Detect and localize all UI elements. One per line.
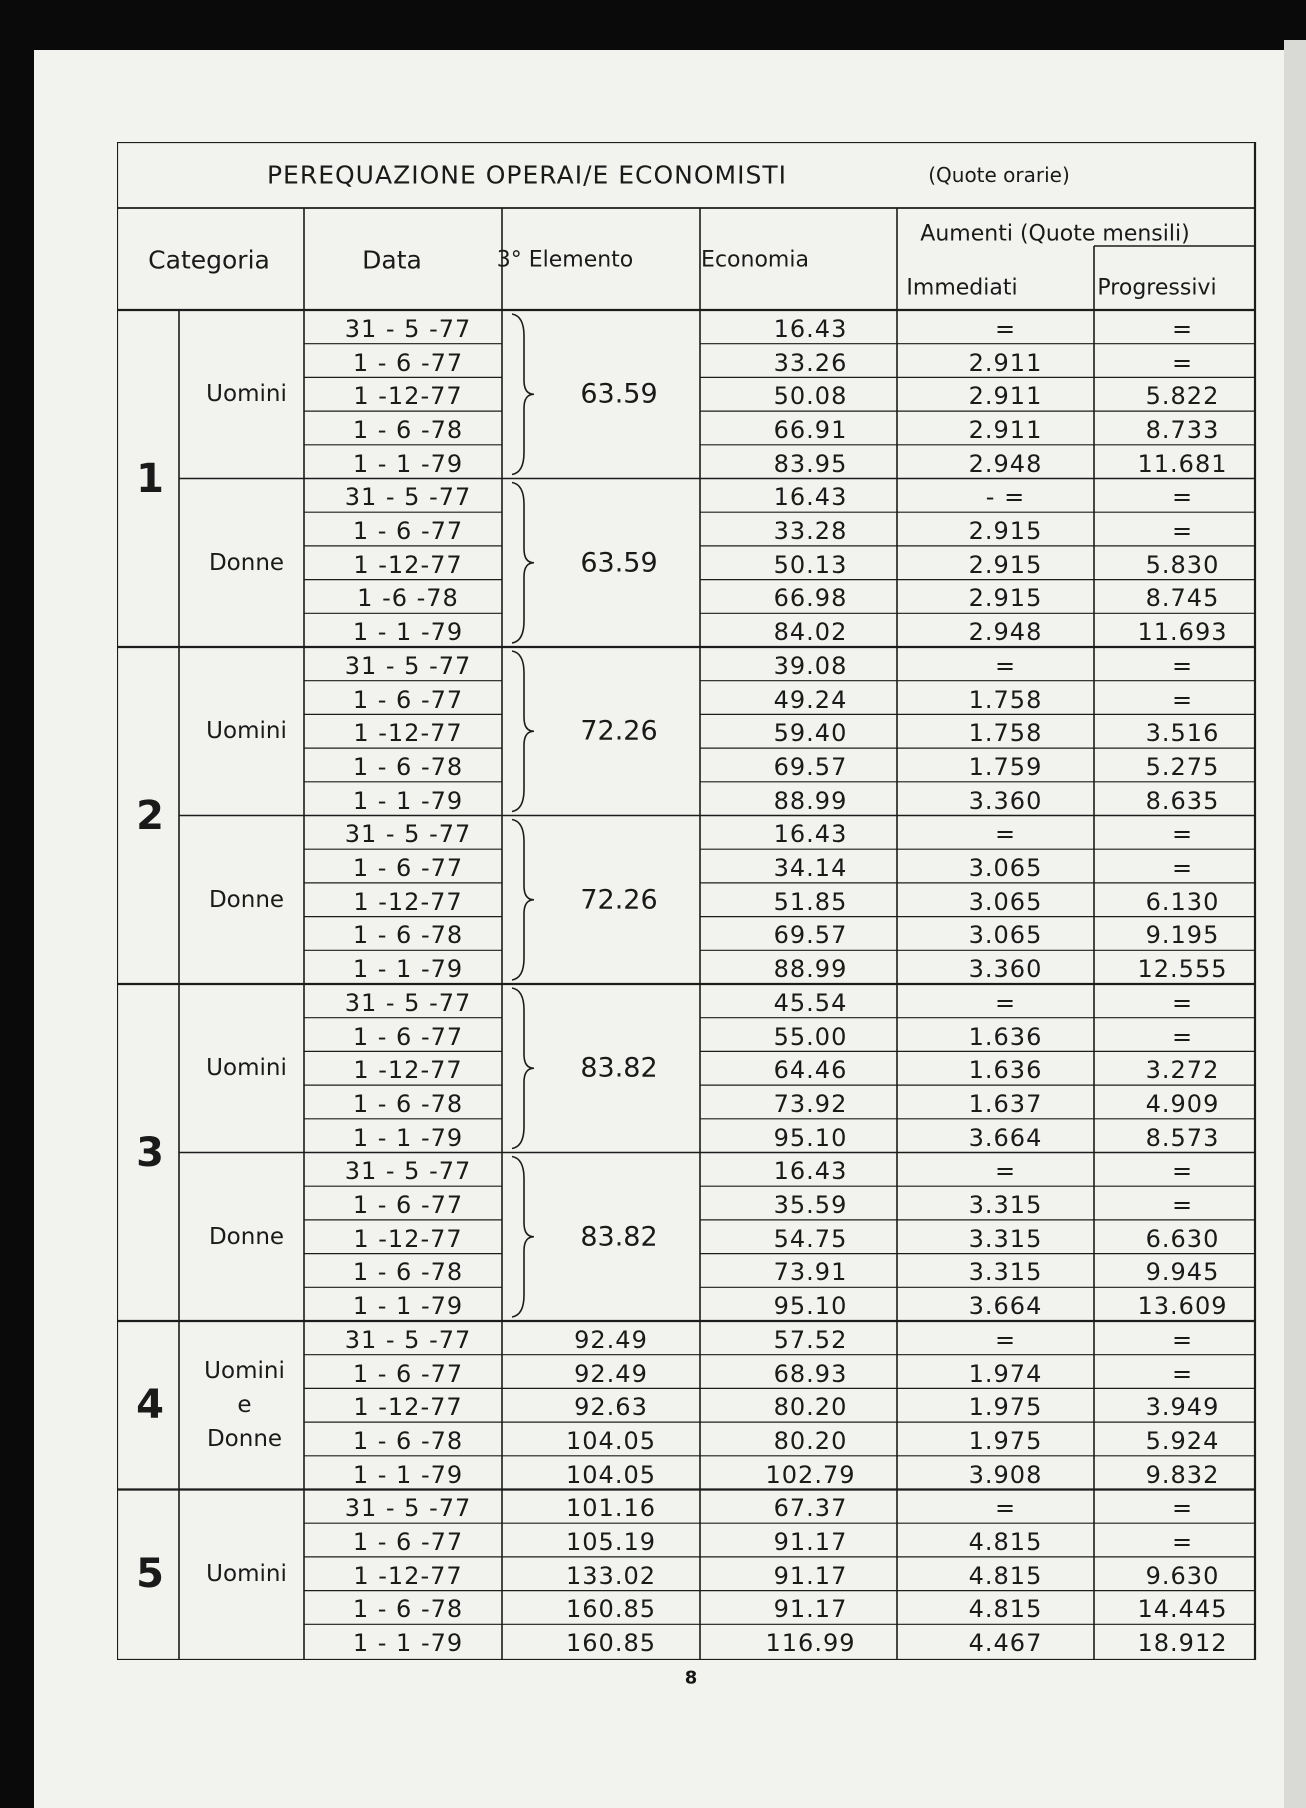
- group-sex-label: Donne: [206, 1426, 283, 1453]
- cell-data: 31 - 5 -77: [344, 988, 472, 1017]
- cell-economia: 55.00: [773, 1022, 848, 1051]
- cell-economia: 91.17: [773, 1528, 848, 1557]
- cell-progressivi: =: [1171, 1528, 1194, 1557]
- cell-economia: 67.37: [773, 1494, 848, 1523]
- table-subtitle: (Quote orarie): [928, 163, 1070, 187]
- cell-progressivi: =: [1171, 1191, 1194, 1220]
- group-elemento: 72.26: [580, 715, 658, 747]
- cell-data: 1 -12-77: [353, 1224, 463, 1253]
- cell-progressivi: 5.275: [1145, 752, 1220, 781]
- group-sex-label: e: [237, 1392, 252, 1419]
- header-economia: Economia: [701, 247, 809, 273]
- cell-data: 1 - 1 -79: [352, 1123, 464, 1152]
- cell-economia: 59.40: [773, 719, 848, 748]
- cell-progressivi: 5.822: [1145, 382, 1220, 411]
- cell-economia: 69.57: [773, 921, 848, 950]
- group-sex-label: Donne: [208, 549, 285, 576]
- cell-data: 31 - 5 -77: [344, 314, 472, 343]
- cell-data: 1 - 1 -79: [352, 449, 464, 478]
- cell-immediati: 3.908: [968, 1460, 1043, 1489]
- cell-data: 1 -12-77: [353, 550, 463, 579]
- cell-progressivi: =: [1171, 1022, 1194, 1051]
- cell-progressivi: 9.195: [1145, 921, 1220, 950]
- cell-progressivi: =: [1171, 517, 1194, 546]
- cell-immediati: 2.915: [968, 550, 1043, 579]
- cell-data: 1 - 6 -78: [352, 415, 464, 444]
- cell-data: 1 - 6 -78: [352, 1258, 464, 1287]
- cell-data: 1 -12-77: [353, 1561, 463, 1590]
- group-brace: [512, 483, 534, 644]
- cell-progressivi: =: [1171, 348, 1194, 377]
- cell-progressivi: 6.130: [1145, 887, 1220, 916]
- group-elemento: 83.82: [580, 1221, 658, 1253]
- cell-economia: 39.08: [773, 651, 848, 680]
- cell-progressivi: =: [1171, 483, 1194, 512]
- cell-immediati: 1.758: [968, 685, 1043, 714]
- cell-progressivi: 5.924: [1145, 1426, 1220, 1455]
- cell-immediati: =: [994, 651, 1017, 680]
- cell-immediati: 4.815: [968, 1595, 1043, 1624]
- cell-progressivi: =: [1171, 314, 1194, 343]
- cell-data: 31 - 5 -77: [344, 1325, 472, 1354]
- cell-data: 1 -6 -78: [357, 584, 459, 613]
- cell-data: 1 - 6 -78: [352, 752, 464, 781]
- header-progressivi: Progressivi: [1097, 275, 1217, 301]
- cell-progressivi: 3.516: [1145, 719, 1220, 748]
- cell-economia: 64.46: [773, 1056, 848, 1085]
- cell-data: 1 - 6 -77: [352, 685, 464, 714]
- cell-progressivi: 6.630: [1145, 1224, 1220, 1253]
- cell-data: 1 - 6 -78: [352, 1595, 464, 1624]
- cell-data: 1 - 6 -77: [352, 517, 464, 546]
- cell-immediati: =: [994, 1157, 1017, 1186]
- group-elemento: 63.59: [580, 547, 658, 579]
- cell-progressivi: 12.555: [1137, 955, 1228, 984]
- cell-progressivi: =: [1171, 988, 1194, 1017]
- cell-data: 31 - 5 -77: [344, 651, 472, 680]
- cell-progressivi: 8.635: [1145, 786, 1220, 815]
- group-elemento: 72.26: [580, 884, 658, 916]
- cell-immediati: 2.915: [968, 584, 1043, 613]
- cell-economia: 95.10: [773, 1123, 848, 1152]
- cell-progressivi: =: [1171, 651, 1194, 680]
- cell-economia: 16.43: [773, 314, 848, 343]
- cell-progressivi: 3.272: [1145, 1056, 1220, 1085]
- cell-progressivi: 8.745: [1145, 584, 1220, 613]
- cell-economia: 49.24: [773, 685, 848, 714]
- group-brace: [512, 1157, 534, 1318]
- group-sex-label: Donne: [208, 1223, 285, 1250]
- cell-economia: 80.20: [773, 1426, 848, 1455]
- cell-immediati: 3.360: [968, 955, 1043, 984]
- cell-immediati: 3.315: [968, 1191, 1043, 1220]
- cell-immediati: 3.315: [968, 1224, 1043, 1253]
- cell-immediati: 3.315: [968, 1258, 1043, 1287]
- cell-data: 1 - 1 -79: [352, 955, 464, 984]
- cell-economia: 116.99: [765, 1629, 856, 1658]
- cell-immediati: 1.975: [968, 1426, 1043, 1455]
- cell-economia: 50.13: [773, 550, 848, 579]
- category-number: 2: [136, 792, 164, 839]
- cell-economia: 51.85: [773, 887, 848, 916]
- cell-progressivi: 8.573: [1145, 1123, 1220, 1152]
- cell-immediati: 4.815: [968, 1528, 1043, 1557]
- header-data: Data: [362, 245, 422, 275]
- cell-data: 31 - 5 -77: [344, 483, 472, 512]
- category-number: 4: [136, 1382, 164, 1429]
- cell-immediati: 2.948: [968, 618, 1043, 647]
- cell-immediati: 3.360: [968, 786, 1043, 815]
- cell-progressivi: 9.832: [1145, 1460, 1220, 1489]
- cell-immediati: 3.664: [968, 1123, 1043, 1152]
- cell-progressivi: 11.693: [1137, 618, 1228, 647]
- cell-data: 31 - 5 -77: [344, 1494, 472, 1523]
- cell-immediati: 1.974: [968, 1359, 1043, 1388]
- cell-economia: 84.02: [773, 618, 848, 647]
- cell-immediati: 3.065: [968, 887, 1043, 916]
- cell-economia: 16.43: [773, 1157, 848, 1186]
- category-number: 5: [136, 1550, 164, 1597]
- cell-economia: 88.99: [773, 955, 848, 984]
- cell-data: 1 - 6 -78: [352, 1426, 464, 1455]
- cell-immediati: 3.065: [968, 921, 1043, 950]
- cell-data: 31 - 5 -77: [344, 820, 472, 849]
- cell-elemento: 160.85: [566, 1595, 656, 1624]
- table-grid: [117, 142, 1257, 1660]
- cell-elemento: 92.49: [574, 1325, 648, 1354]
- cell-economia: 69.57: [773, 752, 848, 781]
- cell-economia: 73.91: [773, 1258, 848, 1287]
- category-number: 3: [136, 1129, 164, 1176]
- cell-immediati: 2.915: [968, 517, 1043, 546]
- cell-immediati: - =: [985, 483, 1026, 512]
- cell-data: 1 - 1 -79: [352, 1629, 464, 1658]
- cell-data: 1 - 1 -79: [352, 1460, 464, 1489]
- cell-immediati: 3.065: [968, 854, 1043, 883]
- cell-economia: 16.43: [773, 820, 848, 849]
- cell-data: 1 - 1 -79: [352, 786, 464, 815]
- page-number: 8: [684, 1667, 698, 1689]
- cell-economia: 80.20: [773, 1393, 848, 1422]
- group-brace: [512, 651, 534, 812]
- cell-data: 1 - 6 -77: [352, 1359, 464, 1388]
- cell-immediati: 1.636: [968, 1022, 1043, 1051]
- cell-data: 1 - 6 -78: [352, 921, 464, 950]
- cell-progressivi: 14.445: [1137, 1595, 1228, 1624]
- cell-elemento: 92.63: [574, 1393, 648, 1422]
- cell-immediati: 3.664: [968, 1292, 1043, 1321]
- cell-immediati: 1.758: [968, 719, 1043, 748]
- cell-data: 1 - 1 -79: [352, 618, 464, 647]
- group-sex-label: Uomini: [206, 1560, 287, 1587]
- cell-data: 1 - 6 -77: [352, 1528, 464, 1557]
- category-number: 1: [136, 455, 164, 502]
- cell-immediati: =: [994, 1325, 1017, 1354]
- cell-elemento: 160.85: [566, 1629, 656, 1658]
- cell-data: 1 -12-77: [353, 887, 463, 916]
- cell-economia: 88.99: [773, 786, 848, 815]
- cell-progressivi: 8.733: [1145, 415, 1220, 444]
- group-elemento: 83.82: [580, 1052, 658, 1084]
- cell-immediati: 2.911: [968, 415, 1043, 444]
- cell-data: 1 - 6 -77: [352, 854, 464, 883]
- cell-economia: 102.79: [765, 1460, 856, 1489]
- cell-data: 1 -12-77: [353, 382, 463, 411]
- cell-immediati: 2.911: [968, 382, 1043, 411]
- cell-elemento: 92.49: [574, 1359, 648, 1388]
- cell-immediati: =: [994, 314, 1017, 343]
- cell-economia: 33.28: [773, 517, 848, 546]
- cell-economia: 66.91: [773, 415, 848, 444]
- cell-progressivi: 9.630: [1145, 1561, 1220, 1590]
- cell-economia: 68.93: [773, 1359, 848, 1388]
- cell-data: 1 - 6 -77: [352, 1191, 464, 1220]
- cell-immediati: 1.636: [968, 1056, 1043, 1085]
- cell-elemento: 104.05: [566, 1460, 656, 1489]
- group-sex-label: Uomini: [206, 1055, 287, 1082]
- cell-economia: 73.92: [773, 1089, 848, 1118]
- group-sex-label: Uomini: [204, 1358, 285, 1385]
- cell-economia: 33.26: [773, 348, 848, 377]
- cell-data: 1 -12-77: [353, 1056, 463, 1085]
- cell-data: 1 - 6 -77: [352, 348, 464, 377]
- cell-economia: 16.43: [773, 483, 848, 512]
- group-elemento: 63.59: [580, 378, 658, 410]
- cell-data: 1 - 1 -79: [352, 1292, 464, 1321]
- header-immediati: Immediati: [906, 275, 1018, 301]
- cell-economia: 35.59: [773, 1191, 848, 1220]
- cell-progressivi: =: [1171, 1157, 1194, 1186]
- cell-progressivi: =: [1171, 1494, 1194, 1523]
- table-title: PEREQUAZIONE OPERAI/E ECONOMISTI: [266, 160, 788, 190]
- cell-immediati: 1.637: [968, 1089, 1043, 1118]
- cell-data: 1 -12-77: [353, 719, 463, 748]
- group-sex-label: Uomini: [206, 381, 287, 408]
- cell-immediati: 1.759: [968, 752, 1043, 781]
- cell-elemento: 133.02: [566, 1561, 656, 1590]
- cell-elemento: 104.05: [566, 1426, 656, 1455]
- cell-economia: 57.52: [773, 1325, 848, 1354]
- cell-economia: 91.17: [773, 1595, 848, 1624]
- cell-progressivi: =: [1171, 820, 1194, 849]
- cell-economia: 83.95: [773, 449, 848, 478]
- cell-economia: 50.08: [773, 382, 848, 411]
- group-sex-label: Donne: [208, 886, 285, 913]
- cell-immediati: 4.815: [968, 1561, 1043, 1590]
- cell-progressivi: =: [1171, 685, 1194, 714]
- cell-progressivi: =: [1171, 1325, 1194, 1354]
- cell-progressivi: =: [1171, 854, 1194, 883]
- cell-immediati: =: [994, 988, 1017, 1017]
- cell-immediati: 4.467: [968, 1629, 1043, 1658]
- cell-economia: 54.75: [773, 1224, 848, 1253]
- cell-progressivi: =: [1171, 1359, 1194, 1388]
- cell-progressivi: 11.681: [1137, 449, 1228, 478]
- cell-data: 31 - 5 -77: [344, 1157, 472, 1186]
- cell-elemento: 105.19: [566, 1528, 656, 1557]
- cell-immediati: 2.948: [968, 449, 1043, 478]
- cell-elemento: 101.16: [566, 1494, 656, 1523]
- cell-economia: 91.17: [773, 1561, 848, 1590]
- cell-immediati: 1.975: [968, 1393, 1043, 1422]
- perequazione-table: [117, 142, 1257, 1660]
- group-brace: [512, 988, 534, 1149]
- cell-immediati: 2.911: [968, 348, 1043, 377]
- cell-economia: 34.14: [773, 854, 848, 883]
- header-categoria: Categoria: [148, 245, 270, 275]
- header-aumenti: Aumenti (Quote mensili): [920, 221, 1190, 247]
- header-elemento: 3° Elemento: [496, 247, 634, 273]
- cell-data: 1 -12-77: [353, 1393, 463, 1422]
- cell-economia: 95.10: [773, 1292, 848, 1321]
- cell-progressivi: 3.949: [1145, 1393, 1220, 1422]
- cell-progressivi: 13.609: [1137, 1292, 1228, 1321]
- cell-economia: 45.54: [773, 988, 848, 1017]
- cell-data: 1 - 6 -77: [352, 1022, 464, 1051]
- group-brace: [512, 314, 534, 475]
- cell-progressivi: 5.830: [1145, 550, 1220, 579]
- page-edge: [1284, 40, 1306, 1808]
- group-brace: [512, 820, 534, 981]
- cell-immediati: =: [994, 820, 1017, 849]
- cell-progressivi: 18.912: [1137, 1629, 1228, 1658]
- cell-immediati: =: [994, 1494, 1017, 1523]
- cell-progressivi: 9.945: [1145, 1258, 1220, 1287]
- cell-progressivi: 4.909: [1145, 1089, 1220, 1118]
- cell-economia: 66.98: [773, 584, 848, 613]
- group-sex-label: Uomini: [206, 718, 287, 745]
- cell-data: 1 - 6 -78: [352, 1089, 464, 1118]
